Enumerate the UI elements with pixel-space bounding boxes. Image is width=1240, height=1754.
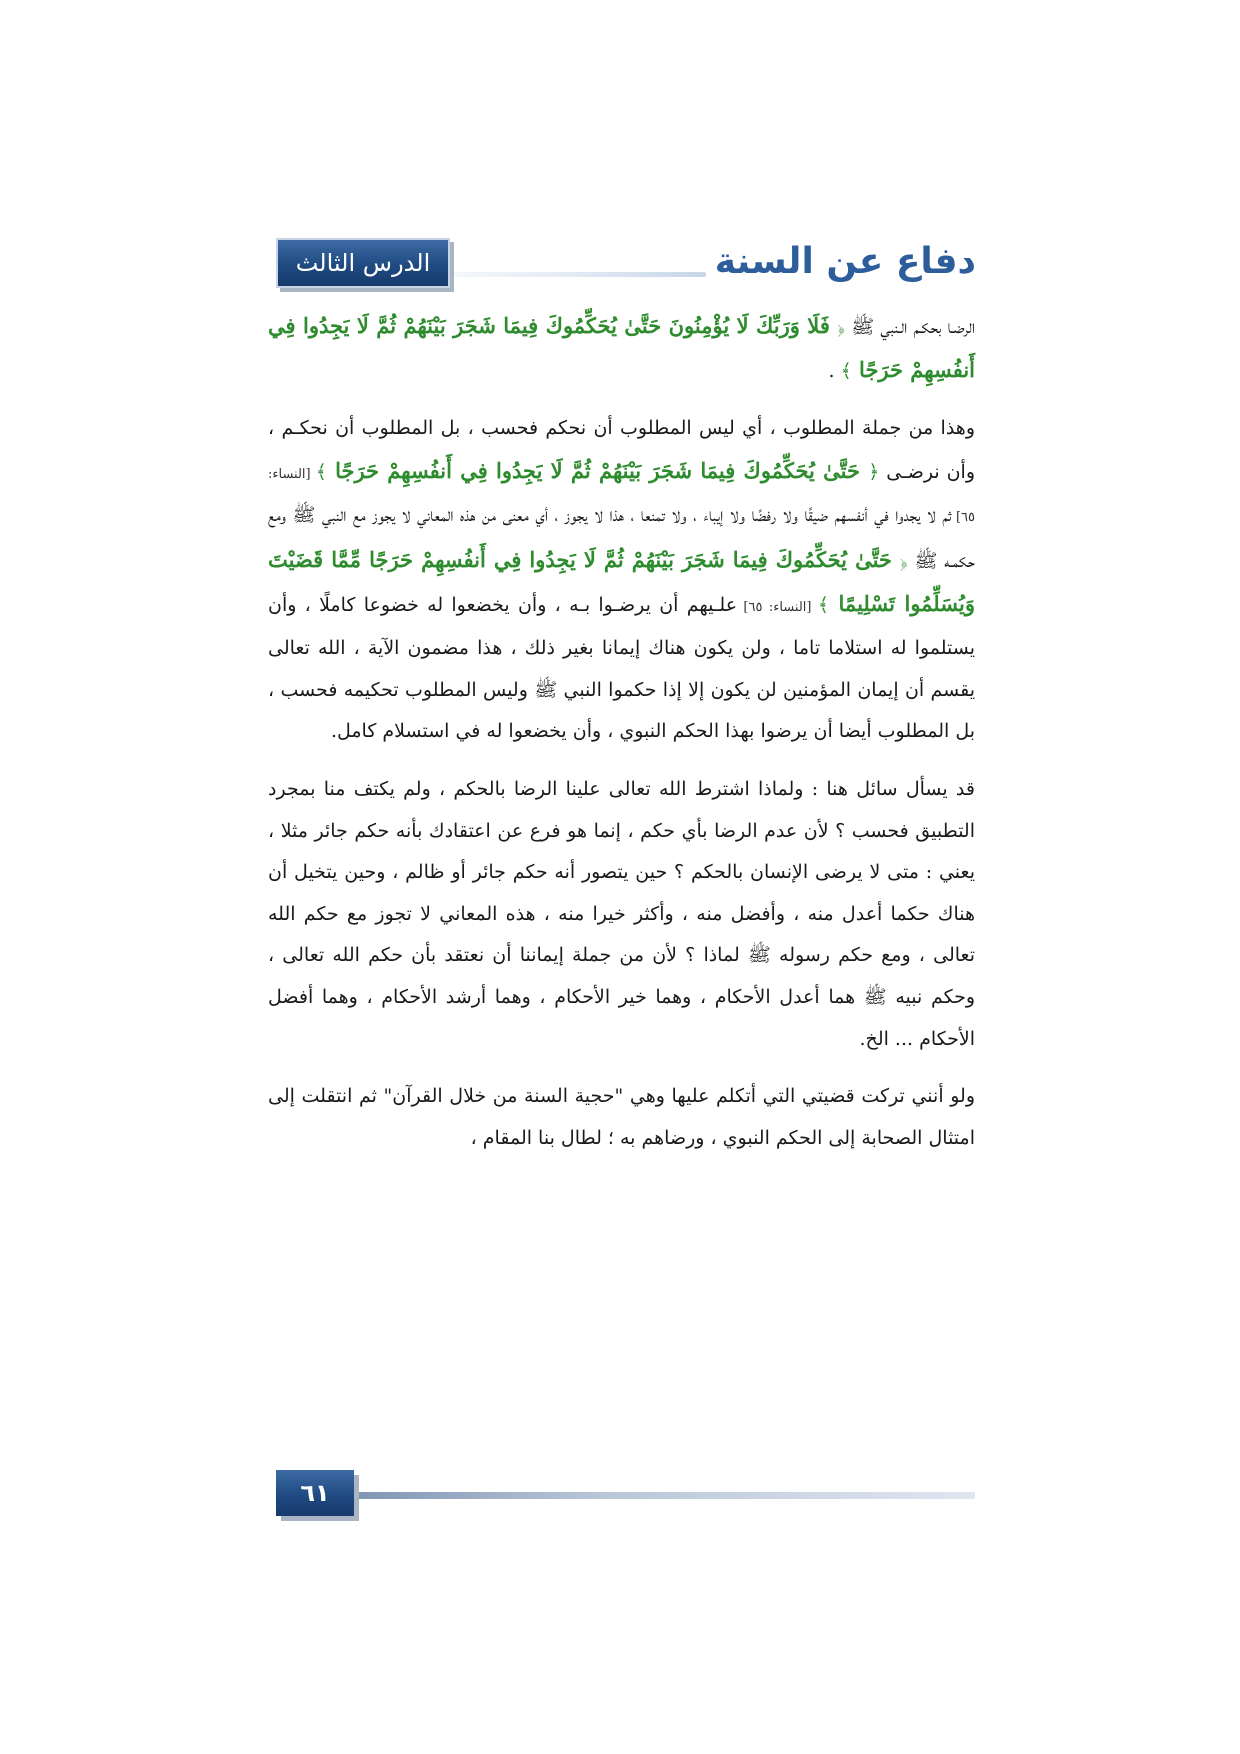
footer-divider [350, 1492, 975, 1499]
verse-bracket: ﴾ [840, 359, 852, 382]
body-text: قد يسأل سائل هنا : ولماذا اشترط الله تعالى علينا الرضا بالحكم ، ولم يكتف منا بمجرد التطبيق فحسب ؟ لأن عدم الرضا بأي حكم ، إنما هو فرع عن اعتقادك بأنه حكم جائر مثلا ، يعني : متى لا يرضى الإنسان بالحكم ؟ حين يتصور أنه حكم جائر أو ظالم ، وحين يتخيل أن هناك حكما أعدل منه ، وأفضل منه ، وأكثر خيرا منه ، هذه المعاني لا تجوز مع حكم الله تعالى ، ومع حكم رسوله ﷺ لماذا ؟ لأن من جملة إيماننا أن نعتقد بأن حكم الله تعالى ، وحكم نبيه ﷺ هما أعدل الأحكام ، وهما خير الأحكام ، وهما أرشد الأحكام ، وهما أفضل الأحكام ... الخ. [268, 777, 975, 1050]
verse-bracket: ﴿ [868, 460, 880, 483]
verse-bracket: ﴾ [315, 460, 327, 483]
page-header [276, 234, 976, 290]
quran-verse: حَتَّىٰ يُحَكِّمُوكَ فِيمَا شَجَرَ بَيْنَهُمْ ثُمَّ لَا يَجِدُوا فِي أَنفُسِهِمْ حَرَجًا [326, 457, 869, 483]
quran-verse: حَتَّىٰ يُحَكِّمُوكَ فِيمَا شَجَرَ بَيْنَهُمْ ثُمَّ لَا يَجِدُوا فِي أَنفُسِهِمْ حَرَجًا مِّمَّا قَضَيْتَ وَيُسَلِّمُوا تَسْلِيمًا [268, 546, 975, 616]
paragraph [268, 408, 975, 753]
verse-bracket: ﴿ [837, 316, 846, 338]
page-body [268, 305, 975, 1175]
body-text: علـيهم أن يرضـوا بـه ، وأن يخضعوا له خضوعا كاملًا ، وأن يستلموا له استلاما تاما ، ولن يكون هناك إيمانا بغير ذلك ، هذا مضمون الآية ، الله تعالى يقسم أن إيمان المؤمنين لن يكون إلا إذا حكموا النبي ﷺ وليس المطلوب تحكيمه فحسب ، بل المطلوب أيضا أن يرضوا بهذا الحكم النبوي ، وأن يخضعوا له في استسلام كامل. [268, 593, 975, 743]
body-text: الرضـا بحكـم الـنبي ﷺ [845, 316, 975, 338]
body-text: ثم لا يجدوا في أنفسهم ضيقًا ولا رفضًا ولا إيباء ، ولا تمنعا ، هذا لا يجوز ، أي معنى من هذه المعاني لا يجوز مع النبي ﷺ ومع حكمـه ﷺ [268, 504, 975, 572]
body-text: وهذا من جملة المطلوب ، أي ليس المطلوب أن نحكم فحسب ، بل المطلوب أن نحكـم ، وأن نرضـى [268, 417, 976, 483]
book-title: دفاع عن السنة [714, 241, 976, 282]
header-divider [454, 272, 706, 277]
paragraph [268, 769, 975, 1060]
body-text: ولو أنني تركت قضيتي التي أتكلم عليها وهي "حجية السنة من خلال القرآن" ثم انتقلت إلى امتثال الصحابة إلى الحكم النبوي ، ورضاهم به ؛ لطال بنا المقام ، [268, 1085, 975, 1149]
verse-citation: [النساء: ٦٥] [737, 599, 818, 615]
page-number: ٦١ [276, 1470, 354, 1516]
quran-verse: فَلَا وَرَبِّكَ لَا يُؤْمِنُونَ حَتَّىٰ يُحَكِّمُوكَ فِيمَا شَجَرَ بَيْنَهُمْ ثُمَّ لَا يَجِدُوا فِي أَنفُسِهِمْ حَرَجًا [268, 313, 975, 382]
verse-citation: [النساء: ٦٥] [268, 466, 975, 526]
body-text: . [828, 359, 841, 382]
lesson-badge: الدرس الثالث [276, 238, 450, 288]
verse-bracket: ﴾ [817, 593, 829, 616]
paragraph [268, 1076, 975, 1159]
paragraph [268, 305, 975, 392]
verse-bracket: ﴿ [899, 549, 908, 572]
